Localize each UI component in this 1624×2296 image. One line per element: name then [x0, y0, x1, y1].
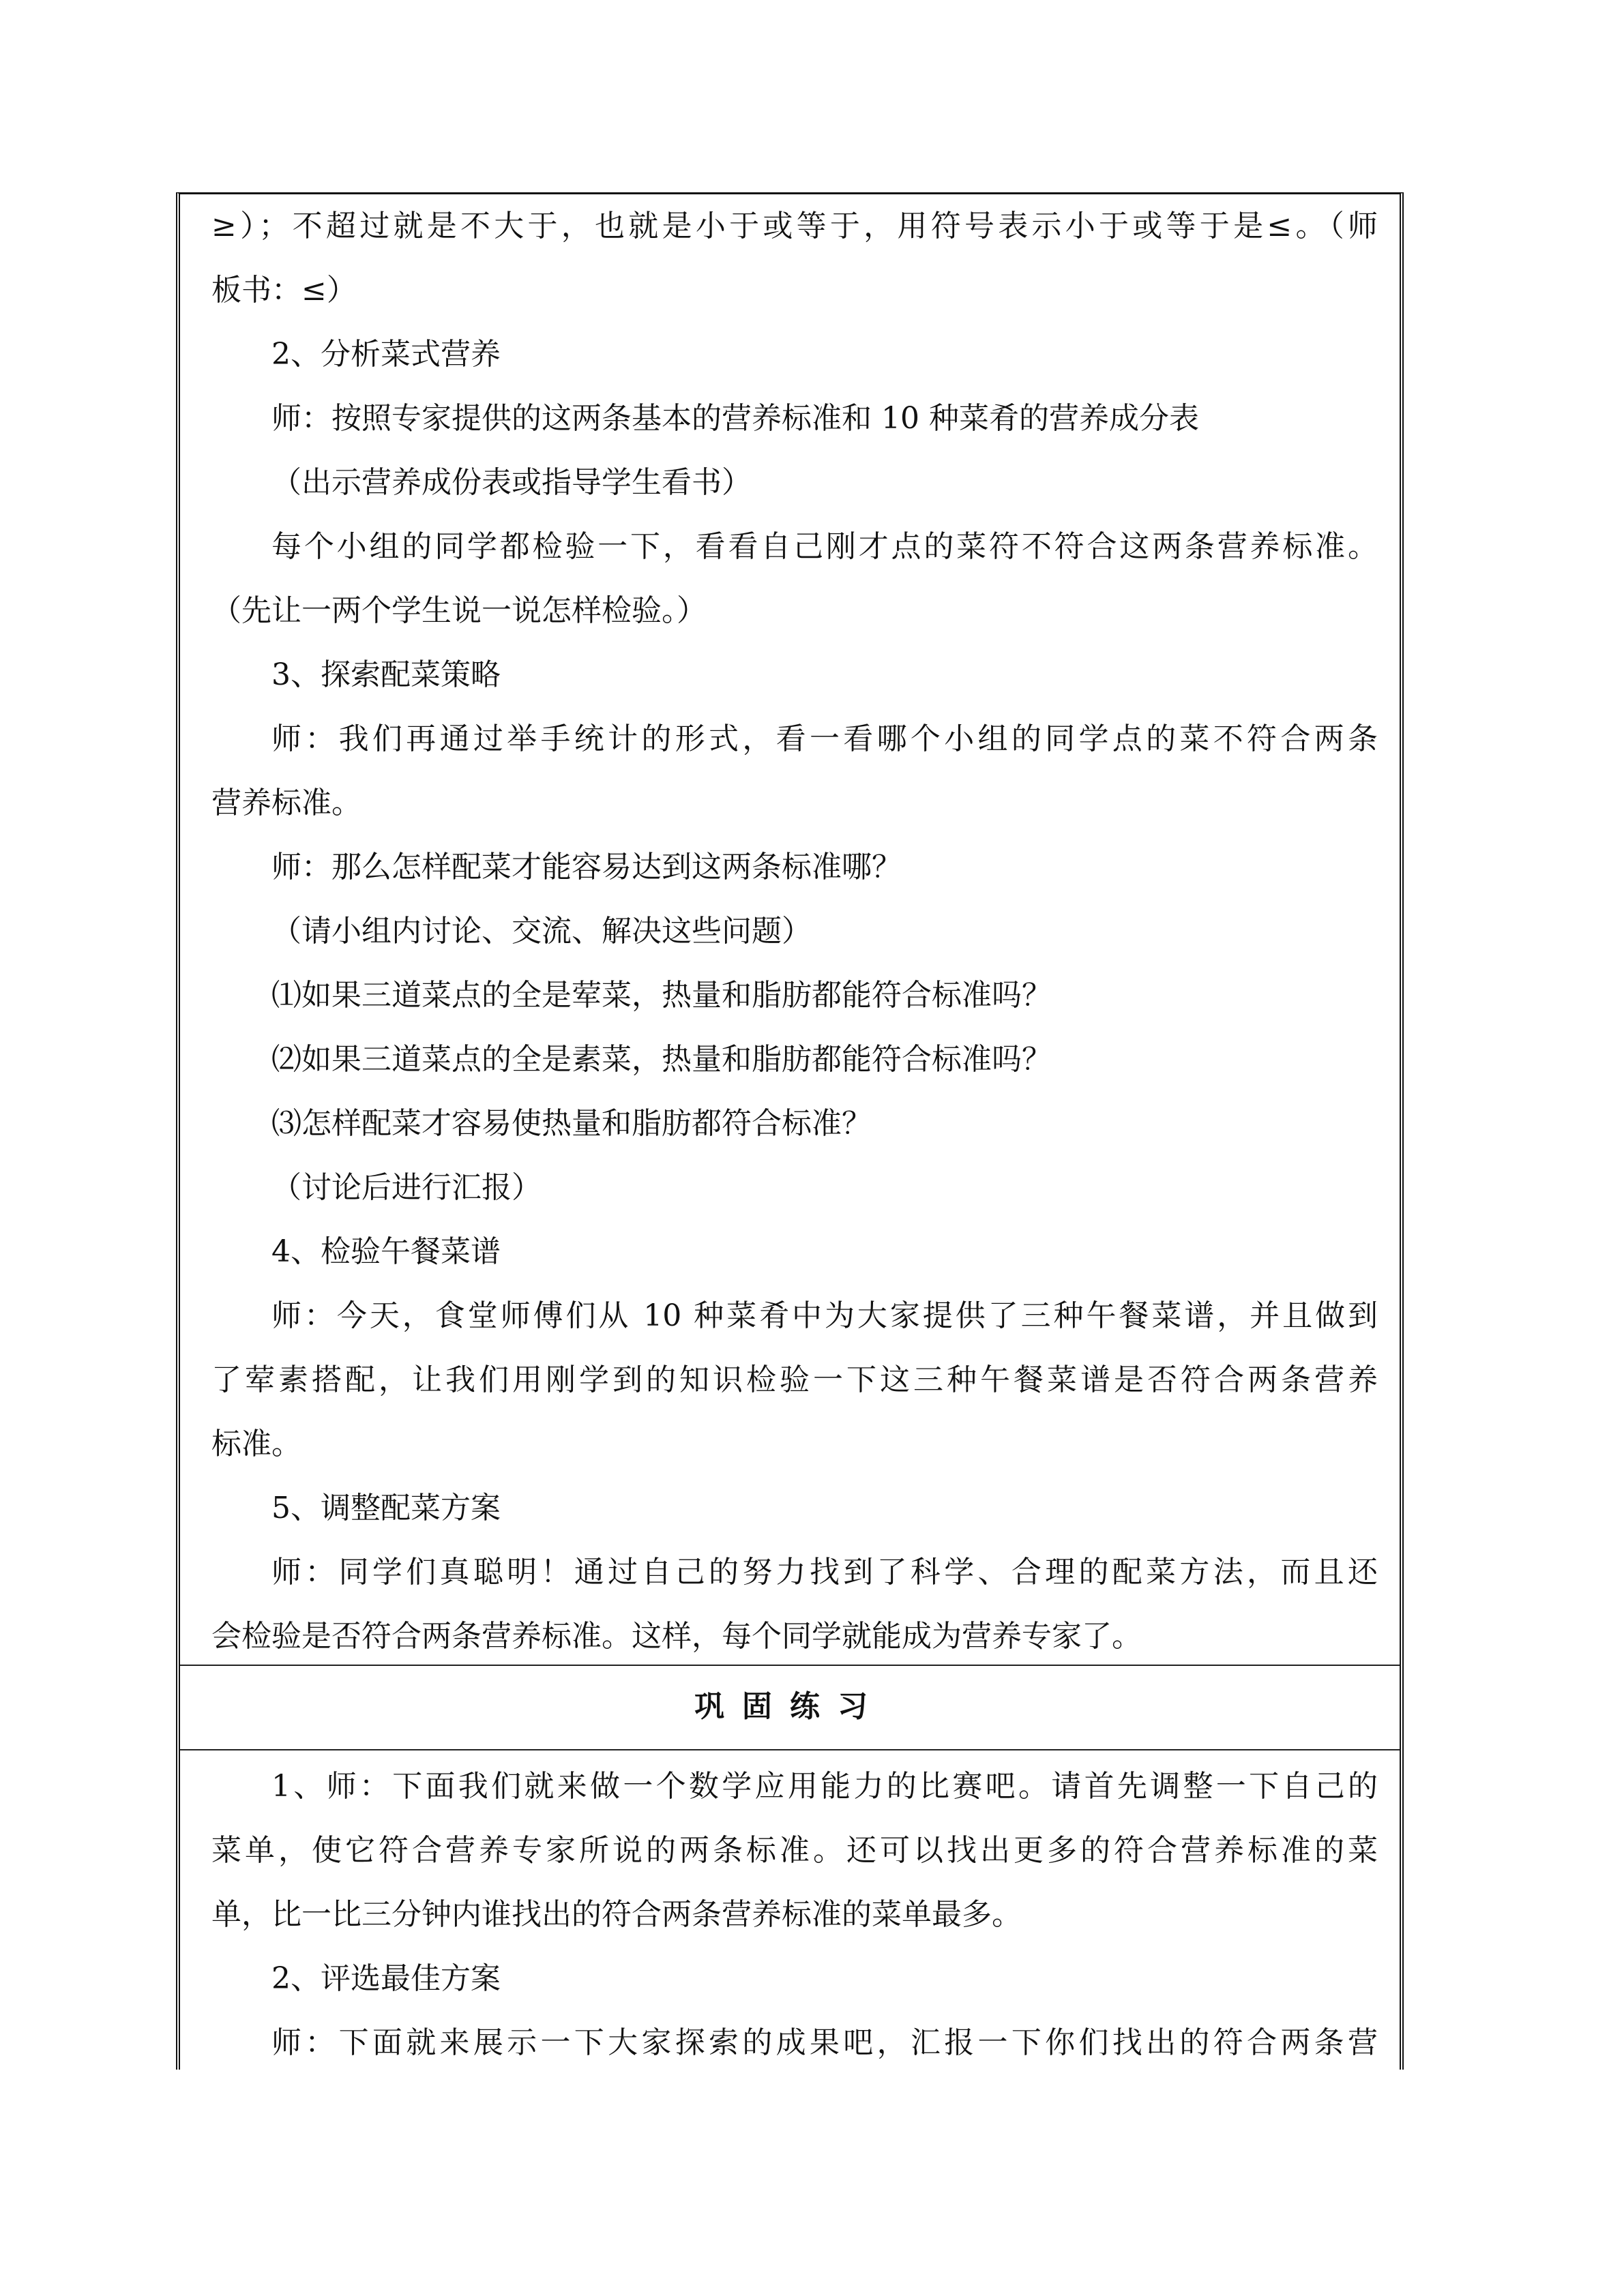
- text-line: 标准。: [211, 1427, 301, 1461]
- text-line: （出示营养成份表或指导学生看书）: [271, 465, 752, 500]
- text-line: （讨论后进行汇报）: [271, 1170, 542, 1205]
- section-heading-cell: [180, 1666, 1400, 1750]
- text-line: 1、师：下面我们就来做一个数学应用能力的比赛吧。请首先调整一下自己的: [271, 1769, 1378, 1804]
- text-line: 师：同学们真聪明！通过自己的努力找到了科学、合理的配菜方法，而且还: [271, 1555, 1378, 1590]
- section-heading: 巩固练习: [694, 1689, 885, 1724]
- text-line: 师：今天，食堂师傅们从 10 种菜肴中为大家提供了三种午餐菜谱，并且做到: [271, 1298, 1378, 1333]
- section-subheading: 2、分析菜式营养: [271, 337, 501, 372]
- text-line: 师：我们再通过举手统计的形式，看一看哪个小组的同学点的菜不符合两条: [271, 721, 1378, 756]
- text-line: （请小组内讨论、交流、解决这些问题）: [271, 914, 812, 949]
- practice-cell: [180, 1750, 1400, 2070]
- text-line: 菜单，使它符合营养专家所说的两条标准。还可以找出更多的符合营养标准的菜: [211, 1833, 1378, 1868]
- section-subheading: 3、探索配菜策略: [271, 657, 501, 692]
- lesson-plan-table: [176, 192, 1404, 2070]
- text-line: 了荤素搭配，让我们用刚学到的知识检验一下这三种午餐菜谱是否符合两条营养: [211, 1362, 1378, 1397]
- text-line: （先让一两个学生说一说怎样检验。）: [211, 593, 707, 628]
- text-line: 师：按照专家提供的这两条基本的营养标准和 10 种菜肴的营养成分表: [271, 401, 1199, 436]
- teaching-process-cell: [180, 194, 1400, 1666]
- text-line: 营养标准。: [211, 786, 361, 820]
- text-line: ≥）；不超过就是不大于，也就是小于或等于，用符号表示小于或等于是≤。（师: [211, 209, 1378, 243]
- question-item: ⑴如果三道菜点的全是荤菜，热量和脂肪都能符合标准吗？: [271, 978, 1052, 1013]
- section-subheading: 4、检验午餐菜谱: [271, 1234, 501, 1269]
- text-line: 板书：≤）: [211, 273, 357, 308]
- question-item: ⑶怎样配菜才容易使热量和脂肪都符合标准？: [271, 1106, 872, 1141]
- question-item: ⑵如果三道菜点的全是素菜，热量和脂肪都能符合标准吗？: [271, 1042, 1052, 1077]
- text-line: 每个小组的同学都检验一下，看看自己刚才点的菜符不符合这两条营养标准。: [271, 529, 1378, 564]
- section-subheading: 2、评选最佳方案: [271, 1961, 501, 1996]
- text-line: 单，比一比三分钟内谁找出的符合两条营养标准的菜单最多。: [211, 1897, 1022, 1932]
- section-subheading: 5、调整配菜方案: [271, 1491, 501, 1525]
- text-line: 师：那么怎样配菜才能容易达到这两条标准哪？: [271, 850, 902, 884]
- text-line: 师：下面就来展示一下大家探索的成果吧，汇报一下你们找出的符合两条营: [271, 2025, 1378, 2060]
- text-line: 会检验是否符合两条营养标准。这样，每个同学就能成为营养专家了。: [211, 1619, 1142, 1654]
